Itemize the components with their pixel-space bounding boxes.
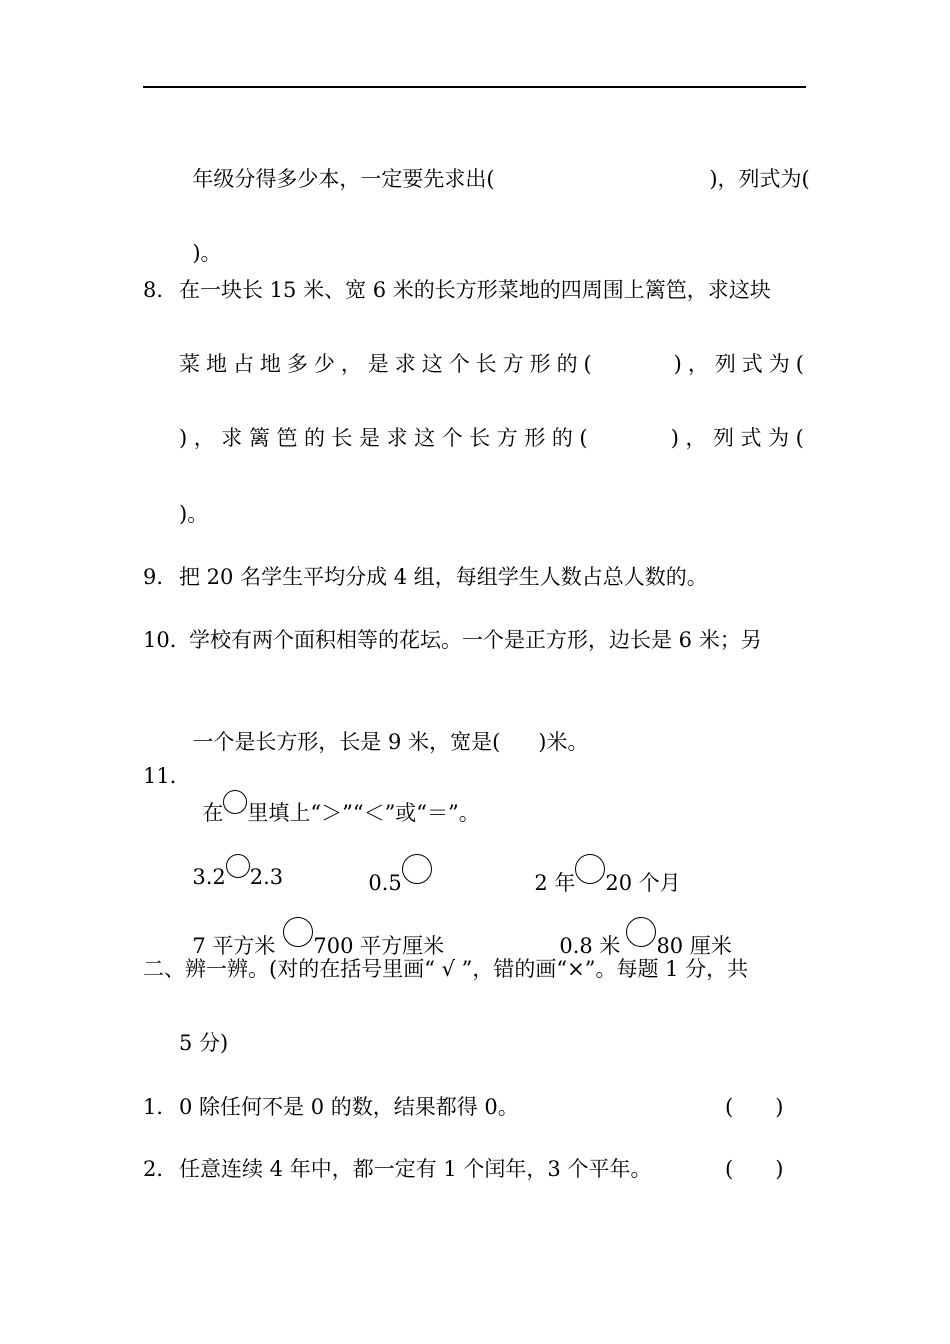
word: 为 — [768, 352, 790, 376]
word: 形 — [529, 352, 551, 376]
judge-answer-paren[interactable]: ( ) — [725, 1095, 784, 1119]
word: 长 — [331, 426, 353, 450]
word: 个 — [441, 426, 463, 450]
compare-item: 7 平方米 700 平方厘米 — [179, 889, 444, 960]
q8-line4: )。 — [179, 502, 209, 526]
compare-item: 3.2 2.3 — [179, 826, 283, 891]
compare-item: 2 年 20 个月 — [521, 826, 681, 897]
word: 笆 — [276, 426, 298, 450]
word: ( — [795, 426, 804, 450]
word: 是 — [359, 426, 381, 450]
section-heading-cont: 5 分) — [179, 1031, 229, 1055]
compare-blank-icon[interactable] — [226, 854, 250, 878]
word: 求 — [221, 426, 243, 450]
word: ， — [687, 352, 709, 376]
header-rule — [143, 86, 806, 88]
q8-line1: 在一块长 15 米、宽 6 米的长方形菜地的四周围上篱笆，求这块 — [179, 278, 771, 302]
q9-text: 把 20 名学生平均分成 4 组，每组学生人数占总人数的。 — [179, 565, 708, 589]
compare-circle-icon — [223, 790, 247, 814]
word: 的 — [551, 426, 573, 450]
judge-statement: 任意连续 4 年中，都一定有 1 个闰年，3 个平年。 — [179, 1157, 652, 1181]
judge-number: 2． — [143, 1157, 178, 1181]
word: 长 — [475, 352, 497, 376]
word: ) — [179, 426, 188, 450]
word: 式 — [740, 426, 762, 450]
answer-blank[interactable] — [594, 424, 664, 452]
judge-answer-paren[interactable]: ( ) — [725, 1157, 784, 1181]
section-heading: 二、辨一辨。(对的在括号里画“ √ ”，错的画“×”。每题 1 分，共 — [143, 957, 749, 981]
q7-line1: 年级分得多少本，一定要先求出( — [192, 167, 495, 191]
word: ( — [579, 426, 588, 450]
q11-number: 11． — [143, 764, 191, 788]
word: 菜 — [179, 352, 200, 376]
word: 地 — [205, 352, 227, 376]
word: 地 — [259, 352, 281, 376]
judge-statement: 0 除任何不是 0 的数，结果都得 0。 — [179, 1095, 519, 1119]
q8-line2 — [179, 350, 804, 378]
word: 占 — [232, 352, 254, 376]
judge-number: 1． — [143, 1095, 178, 1119]
q7-line1-end: )，列式为( — [709, 167, 810, 191]
word: 式 — [741, 352, 763, 376]
compare-item: 0.5 — [355, 826, 432, 897]
word: 长 — [469, 426, 491, 450]
word: ， — [685, 426, 707, 450]
word: 为 — [768, 426, 790, 450]
word: 的 — [556, 352, 578, 376]
q10-line2: 一个是长方形，长是 9 米，宽是( )米。 — [192, 730, 589, 754]
word: ， — [340, 352, 362, 376]
q10-number: 10． — [143, 628, 191, 652]
word: 个 — [448, 352, 470, 376]
q8-number: 8． — [143, 278, 178, 302]
word: 方 — [502, 352, 524, 376]
word: ( — [795, 352, 804, 376]
word: ) — [670, 426, 679, 450]
word: 列 — [713, 426, 734, 450]
word: 方 — [496, 426, 518, 450]
q8-line3 — [179, 424, 804, 452]
answer-blank[interactable] — [598, 350, 668, 378]
q11-instruction: 在 里填上“＞”“＜”或“＝”。 — [189, 762, 480, 827]
word: 少 — [313, 352, 335, 376]
word: 求 — [394, 352, 416, 376]
compare-blank-icon[interactable] — [575, 854, 605, 884]
q7-line2: )。 — [192, 241, 222, 265]
word: 这 — [414, 426, 436, 450]
word: 多 — [286, 352, 308, 376]
q10-line1: 学校有两个面积相等的花坛。一个是正方形，边长是 6 米；另 — [189, 628, 762, 652]
word: 列 — [714, 352, 736, 376]
word: ， — [193, 426, 215, 450]
compare-blank-icon[interactable] — [402, 854, 432, 884]
word: 求 — [386, 426, 408, 450]
word: 是 — [367, 352, 389, 376]
compare-item: 0.8 米 80 厘米 — [546, 889, 732, 960]
word: 形 — [524, 426, 546, 450]
word: 篱 — [248, 426, 270, 450]
word: ) — [673, 352, 682, 376]
compare-blank-icon[interactable] — [626, 917, 656, 947]
word: 这 — [421, 352, 443, 376]
compare-blank-icon[interactable] — [283, 917, 313, 947]
word: 的 — [303, 426, 325, 450]
word: ( — [583, 352, 592, 376]
q9-number: 9． — [143, 565, 178, 589]
